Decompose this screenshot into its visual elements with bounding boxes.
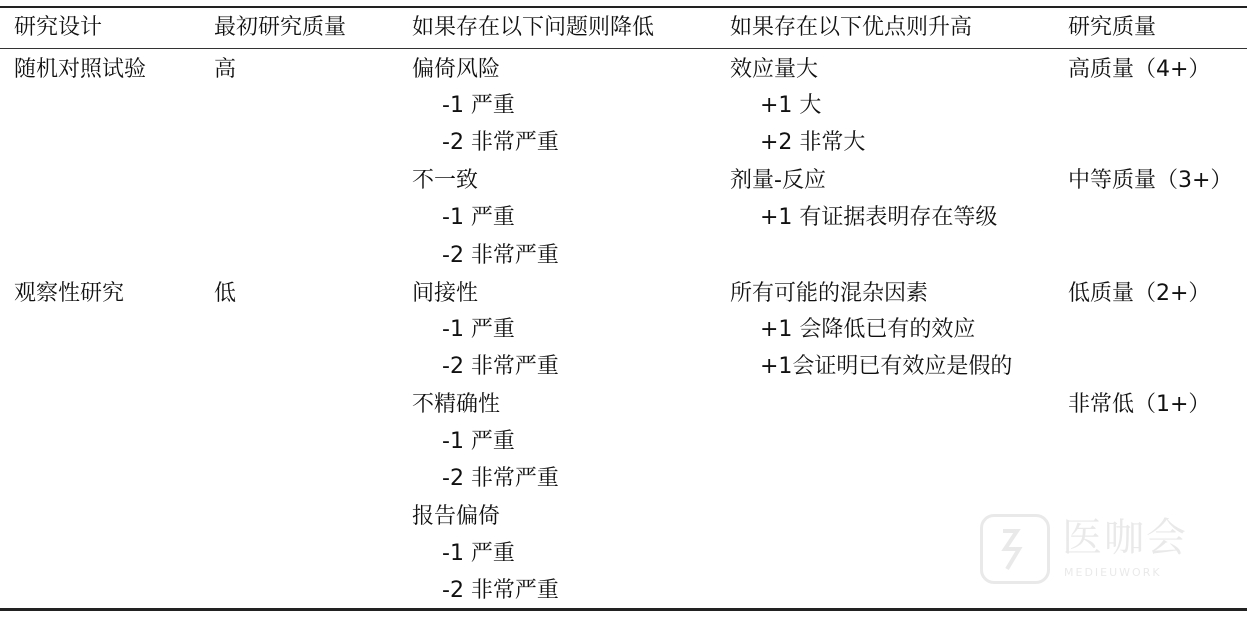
quality-moderate: 中等质量（3+） [1068,168,1233,193]
watermark-subtext: MEDIEUWORK [1064,566,1162,579]
header-quality: 研究质量 [1068,15,1157,40]
header-initial-quality: 最初研究质量 [214,15,347,40]
initial-quality-high: 高 [214,57,237,82]
downgrade-serious: -1 严重 [442,317,515,342]
header-downgrade: 如果存在以下问题则降低 [412,15,655,40]
downgrade-very-serious: -2 非常严重 [442,466,559,491]
upgrade-very-large: +2 非常大 [760,130,866,155]
downgrade-imprecision: 不精确性 [412,392,501,417]
downgrade-indirectness: 间接性 [412,281,479,306]
watermark [980,512,1220,588]
design-observational: 观察性研究 [14,281,125,306]
header-upgrade: 如果存在以下优点则升高 [730,15,973,40]
downgrade-serious: -1 严重 [442,429,515,454]
table-top-rule [0,6,1247,8]
downgrade-very-serious: -2 非常严重 [442,578,559,603]
watermark-text: 医咖会 [1062,515,1188,561]
table-header-rule [0,48,1247,49]
upgrade-confounders-spurious: +1会证明已有效应是假的 [760,354,1013,379]
watermark-logo-icon [980,514,1050,584]
downgrade-reporting-bias: 报告偏倚 [412,504,501,529]
quality-high: 高质量（4+） [1068,57,1211,82]
downgrade-serious: -1 严重 [442,541,515,566]
upgrade-dose-response: 剂量-反应 [730,168,826,193]
downgrade-very-serious: -2 非常严重 [442,354,559,379]
downgrade-serious: -1 严重 [442,205,515,230]
design-rct: 随机对照试验 [14,57,147,82]
upgrade-gradient-evidence: +1 有证据表明存在等级 [760,205,998,230]
downgrade-very-serious: -2 非常严重 [442,243,559,268]
table-bottom-rule [0,608,1247,611]
downgrade-inconsistency: 不一致 [412,168,479,193]
downgrade-risk-of-bias: 偏倚风险 [412,57,501,82]
upgrade-confounders-reduce: +1 会降低已有的效应 [760,317,976,342]
quality-low: 低质量（2+） [1068,281,1211,306]
upgrade-large-effect: 效应量大 [730,57,819,82]
downgrade-very-serious: -2 非常严重 [442,130,559,155]
upgrade-large: +1 大 [760,93,822,118]
quality-very-low: 非常低（1+） [1068,392,1211,417]
initial-quality-low: 低 [214,281,237,306]
downgrade-serious: -1 严重 [442,93,515,118]
header-study-design: 研究设计 [14,15,103,40]
upgrade-confounders: 所有可能的混杂因素 [730,281,929,306]
